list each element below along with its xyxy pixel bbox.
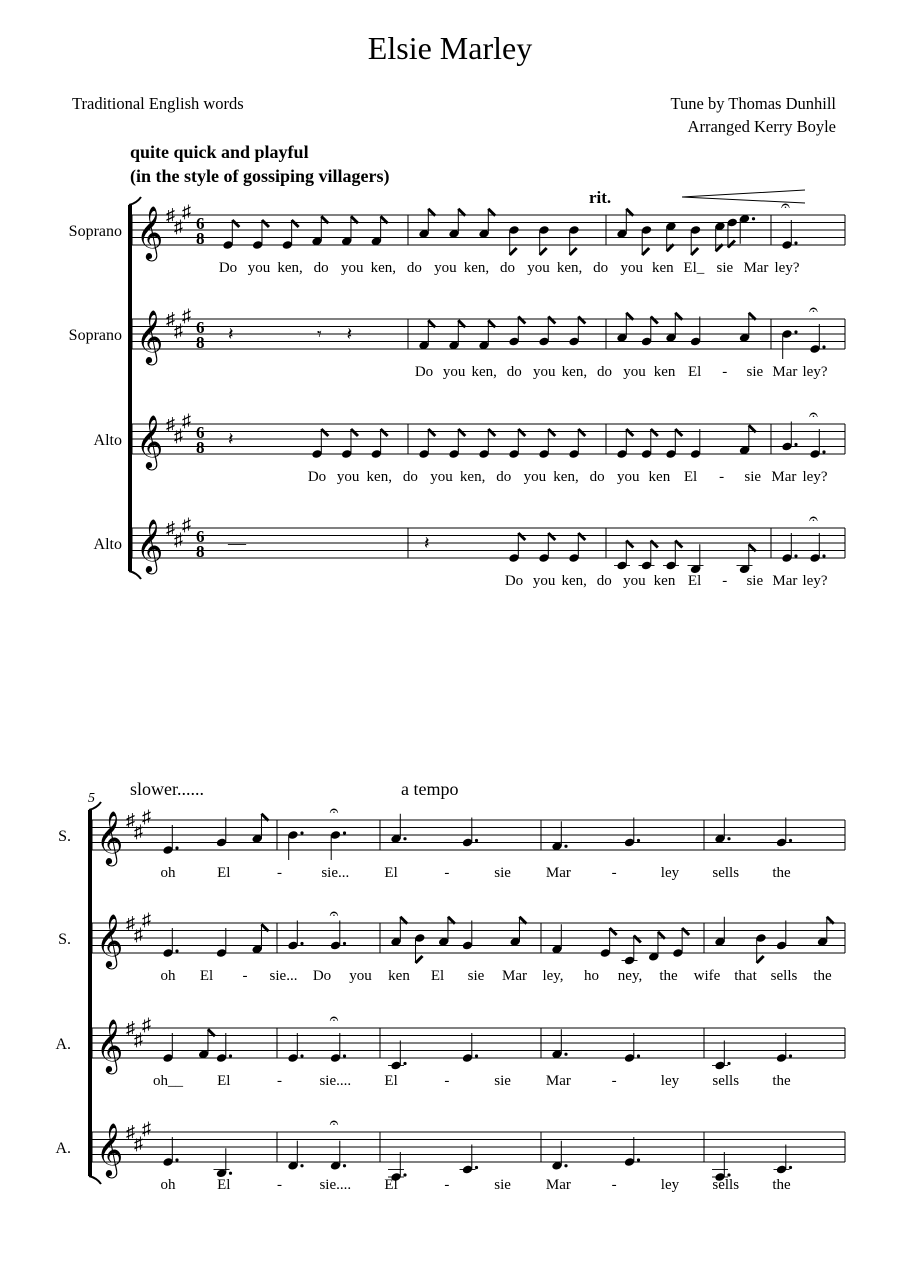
treble-clef: 𝄞 (96, 915, 124, 966)
lyric-syllable: you (336, 469, 360, 485)
bracket-bottom-hook (89, 1176, 101, 1184)
part-label: Soprano (68, 223, 122, 240)
lyric-syllable: ley (660, 1177, 680, 1193)
part-label: Alto (93, 536, 122, 553)
lyric-syllable: sie (494, 1177, 511, 1193)
lyric-syllable: do (506, 364, 522, 380)
augmentation-dot (475, 1054, 478, 1057)
treble-clef: 𝄞 (96, 812, 124, 863)
note-flag (428, 429, 435, 436)
treble-clef: 𝄞 (136, 311, 164, 362)
key-sharp: ♯ (174, 216, 183, 237)
lyric-syllable: El (384, 1177, 398, 1193)
key-sharp: ♯ (126, 810, 135, 830)
lyric-syllable: - (444, 865, 450, 881)
treble-clef: 𝄞 (136, 520, 164, 571)
lyric-syllable: - (277, 1177, 283, 1193)
note-flag (675, 541, 682, 548)
augmentation-dot (564, 845, 567, 848)
key-sharp: ♯ (182, 201, 191, 222)
augmentation-dot (789, 1166, 792, 1169)
time-signature-numerator: 6 (196, 214, 205, 233)
note-flag (292, 220, 299, 227)
lyric-syllable: sells (712, 1073, 740, 1089)
lyric-syllable: ley? (802, 469, 828, 485)
part-label: Alto (93, 432, 122, 449)
lyric-syllable: ley? (802, 364, 828, 380)
lyric-syllable: you (623, 573, 646, 589)
lyric-syllable: you (527, 260, 550, 276)
note-flag (610, 928, 617, 935)
ritardando-marking: rit. (589, 188, 612, 207)
lyric-syllable: ken (651, 260, 674, 276)
key-sharp: ♯ (126, 913, 135, 933)
key-sharp: ♯ (142, 1118, 151, 1139)
key-sharp: ♯ (142, 1014, 151, 1035)
lyric-syllable: Do (307, 469, 327, 485)
lyric-syllable: the (659, 968, 678, 984)
lyric-syllable: do (593, 260, 609, 276)
lyric-syllable: Mar (771, 469, 797, 485)
lyric-syllable: sie... (321, 865, 350, 881)
lyric-syllable: you (340, 260, 364, 276)
key-sharp: ♯ (142, 806, 151, 827)
lyric-syllable: the (813, 968, 832, 984)
lyricist-credit: Traditional English words (72, 94, 244, 113)
note-flag (510, 248, 517, 255)
key-sharp: ♯ (134, 1029, 143, 1050)
lyric-syllable: sie (716, 260, 734, 276)
fermata: 𝄐 (809, 407, 818, 424)
lyric-syllable: sie (467, 968, 485, 984)
treble-clef: 𝄞 (96, 1124, 124, 1175)
lyric-syllable: Do (504, 573, 524, 589)
augmentation-dot (789, 1054, 792, 1057)
lyric-syllable: you (349, 968, 372, 984)
fermata: 𝄐 (329, 1115, 339, 1132)
note-flag (651, 317, 658, 324)
note-flag (548, 317, 555, 324)
note-flag (675, 429, 682, 436)
augmentation-dot (300, 942, 303, 945)
note-flag (728, 241, 735, 248)
lyric-syllable: Mar (743, 260, 769, 276)
lyric-syllable: ken, (553, 469, 579, 485)
augmentation-dot (300, 1054, 303, 1057)
lyric-syllable: Do (312, 968, 332, 984)
fermata: 𝄐 (329, 803, 339, 820)
arranger-credit: Arranged Kerry Boyle (687, 117, 836, 136)
treble-clef: 𝄞 (136, 207, 164, 258)
key-sharp: ♯ (182, 305, 191, 326)
fermata: 𝄐 (329, 1011, 339, 1028)
staff (69, 302, 845, 380)
part-label: Soprano (68, 327, 122, 344)
augmentation-dot (229, 1054, 232, 1057)
augmentation-dot (794, 443, 797, 446)
treble-clef: 𝄞 (136, 416, 164, 467)
note-flag (458, 429, 465, 436)
treble-clef: 𝄞 (96, 1020, 124, 1071)
lyric-syllable: - (277, 865, 283, 881)
lyric-syllable: that (734, 968, 757, 984)
augmentation-dot (794, 241, 797, 244)
note-flag (518, 429, 525, 436)
augmentation-dot (822, 554, 825, 557)
part-label: S. (58, 828, 71, 845)
augmentation-dot (637, 839, 640, 842)
lyric-syllable: you (434, 260, 457, 276)
note-flag (518, 317, 525, 324)
note-flag (321, 429, 328, 436)
augmentation-dot (794, 330, 797, 333)
lyric-syllable: ken, (561, 364, 588, 380)
rest: 𝄽 (346, 324, 353, 344)
lyric-syllable: - (722, 573, 728, 589)
lyric-syllable: Mar (772, 573, 798, 589)
lyric-syllable: sells (712, 1177, 740, 1193)
lyric-syllable: Do (218, 260, 238, 276)
augmentation-dot (229, 1172, 232, 1175)
time-signature-numerator: 6 (196, 318, 205, 337)
lyric-syllable: sie (494, 1073, 511, 1089)
note-flag (381, 429, 388, 436)
time-signature-denominator: 8 (196, 333, 205, 352)
note-flag (578, 533, 585, 540)
lyric-syllable: the (772, 1177, 791, 1193)
fermata: 𝄐 (809, 511, 818, 528)
lyric-syllable: El (430, 968, 445, 984)
key-sharp: ♯ (174, 425, 183, 446)
part-label: A. (55, 1140, 71, 1157)
augmentation-dot (343, 831, 346, 834)
staff (69, 198, 845, 276)
rest: 𝄽 (424, 533, 430, 553)
rest: 𝄾 (317, 324, 322, 344)
lyric-syllable: do (589, 469, 605, 485)
lyric-syllable: El (683, 469, 698, 485)
lyric-syllable: you (532, 573, 556, 589)
augmentation-dot (822, 450, 825, 453)
lyric-syllable: ken, (459, 469, 486, 485)
note-flag (578, 317, 585, 324)
augmentation-dot (475, 839, 478, 842)
augmentation-dot (727, 837, 730, 840)
lyric-syllable: ken (648, 469, 671, 485)
lyric-syllable: do (313, 260, 329, 276)
note-flag (416, 956, 423, 963)
lyric-syllable: do (406, 260, 422, 276)
note-flag (232, 220, 239, 227)
lyric-syllable: El_ (683, 260, 705, 276)
key-sharp: ♯ (166, 205, 175, 225)
note-flag (757, 956, 764, 963)
key-sharp: ♯ (182, 514, 191, 535)
augmentation-dot (300, 1164, 303, 1167)
lyric-syllable: - (611, 1177, 617, 1193)
note-flag (626, 541, 633, 548)
augmentation-dot (175, 1158, 178, 1161)
lyric-syllable: you (617, 469, 640, 485)
augmentation-dot (343, 1054, 346, 1057)
lyric-syllable: Mar (772, 364, 798, 380)
measure-number: 5 (88, 791, 95, 806)
lyric-syllable: sie... (269, 968, 298, 984)
note-flag (518, 533, 525, 540)
lyric-syllable: you (620, 260, 643, 276)
bracket-top-hook (129, 197, 141, 205)
augmentation-dot (175, 949, 178, 952)
lyric-syllable: ley? (774, 260, 800, 276)
staff (58, 906, 845, 984)
rest: 𝄽 (228, 324, 234, 344)
lyric-syllable: sie.... (319, 1073, 352, 1089)
slower-marking: slower...... (130, 779, 204, 799)
key-sharp: ♯ (126, 1122, 135, 1142)
note-flag (634, 936, 641, 943)
key-sharp: ♯ (142, 909, 151, 930)
staff (94, 407, 845, 485)
lyric-syllable: you (533, 364, 556, 380)
key-sharp: ♯ (166, 518, 175, 538)
augmentation-dot (475, 1166, 478, 1169)
lyric-syllable: ley? (802, 573, 828, 589)
lyric-syllable: ley (660, 865, 680, 881)
lyric-syllable: ley (660, 1073, 680, 1089)
lyric-syllable: you (430, 469, 453, 485)
lyric-syllable: El (687, 573, 702, 589)
augmentation-dot (637, 1158, 640, 1161)
note-flag (626, 429, 633, 436)
lyric-syllable: ken, (463, 260, 490, 276)
lyric-syllable: - (719, 469, 725, 485)
lyric-syllable: ken, (561, 573, 587, 589)
lyric-syllable: - (277, 1073, 283, 1089)
lyric-syllable: ho (584, 968, 599, 984)
lyric-syllable: ken, (370, 260, 396, 276)
lyric-syllable: you (523, 469, 547, 485)
augmentation-dot (637, 1054, 640, 1057)
lyric-syllable: you (623, 364, 646, 380)
lyric-syllable: Do (414, 364, 434, 380)
lyric-syllable: oh (160, 968, 176, 984)
augmentation-dot (794, 554, 797, 557)
lyric-syllable: Mar (545, 1177, 571, 1193)
lyric-syllable: sie (746, 364, 764, 380)
lyric-syllable: - (722, 364, 728, 380)
lyric-syllable: the (772, 865, 791, 881)
augmentation-dot (403, 1062, 406, 1065)
lyric-syllable: sie.... (319, 1177, 352, 1193)
key-sharp: ♯ (134, 1133, 143, 1154)
lyric-syllable: Mar (545, 865, 571, 881)
staff (55, 1115, 845, 1193)
key-sharp: ♯ (134, 924, 143, 945)
lyric-syllable: you (442, 364, 466, 380)
fermata: 𝄐 (809, 302, 818, 319)
bracket-bottom-hook (129, 571, 141, 579)
time-signature-denominator: 8 (196, 438, 205, 457)
note-flag (691, 248, 698, 255)
lyric-syllable: oh (160, 1177, 176, 1193)
augmentation-dot (564, 1164, 567, 1167)
lyric-syllable: do (402, 469, 418, 485)
note-flag (351, 429, 358, 436)
lyric-syllable: El (384, 1073, 398, 1089)
lyric-syllable: the (772, 1073, 791, 1089)
key-sharp: ♯ (166, 309, 175, 329)
lyric-syllable: Mar (545, 1073, 571, 1089)
lyric-syllable: oh (160, 865, 176, 881)
augmentation-dot (822, 345, 825, 348)
part-label: S. (58, 931, 71, 948)
note-flag (540, 248, 547, 255)
lyric-syllable: do (596, 573, 612, 589)
staff (55, 1011, 845, 1089)
lyric-syllable: El (217, 1177, 231, 1193)
fermata: 𝄐 (781, 198, 790, 215)
lyric-syllable: do (500, 260, 515, 276)
lyric-syllable: ney, (617, 968, 643, 984)
note-flag (570, 248, 577, 255)
lyric-syllable: do (596, 364, 612, 380)
lyric-syllable: ken (388, 968, 410, 984)
note-flag (548, 533, 555, 540)
note-flag (548, 429, 555, 436)
tempo-marking-subtitle: (in the style of gossiping villagers) (130, 166, 390, 186)
staff (94, 511, 845, 589)
lyric-syllable: sie (746, 573, 764, 589)
augmentation-dot (343, 1164, 346, 1167)
rest: — (228, 533, 246, 553)
note-flag (262, 220, 269, 227)
key-sharp: ♯ (174, 320, 183, 341)
lyric-syllable: ken, (277, 260, 303, 276)
note-flag (578, 429, 585, 436)
lyric-syllable: El (384, 865, 398, 881)
lyric-syllable: El (688, 364, 702, 380)
lyric-syllable: ken, (471, 364, 497, 380)
lyric-syllable: El (199, 968, 214, 984)
lyric-syllable: - (242, 968, 248, 984)
augmentation-dot (789, 839, 792, 842)
augmentation-dot (175, 846, 178, 849)
time-signature-numerator: 6 (196, 423, 205, 442)
time-signature-denominator: 8 (196, 542, 205, 561)
lyric-syllable: you (247, 260, 271, 276)
lyric-syllable: - (444, 1177, 450, 1193)
key-sharp: ♯ (174, 529, 183, 550)
time-signature-numerator: 6 (196, 527, 205, 546)
lyric-syllable: ken (653, 573, 676, 589)
lyric-syllable: sie (744, 469, 762, 485)
lyric-syllable: El (217, 1073, 231, 1089)
lyric-syllable: ley, (542, 968, 564, 984)
piece-title: Elsie Marley (367, 30, 533, 66)
key-sharp: ♯ (134, 821, 143, 842)
lyric-syllable: ken, (556, 260, 583, 276)
tempo-marking: quite quick and playful (130, 142, 309, 162)
fermata: 𝄐 (329, 906, 339, 923)
augmentation-dot (300, 831, 303, 834)
augmentation-dot (343, 942, 346, 945)
key-sharp: ♯ (166, 414, 175, 434)
lyric-syllable: - (611, 865, 617, 881)
lyric-syllable: - (611, 1073, 617, 1089)
lyric-syllable: oh__ (153, 1073, 183, 1089)
lyric-syllable: sie (494, 865, 511, 881)
lyric-syllable: sells (712, 865, 740, 881)
note-flag (651, 429, 658, 436)
rest: 𝄽 (228, 429, 234, 449)
lyric-syllable: do (496, 469, 512, 485)
note-flag (488, 429, 495, 436)
part-label: A. (55, 1036, 71, 1053)
augmentation-dot (564, 1053, 567, 1056)
key-sharp: ♯ (126, 1018, 135, 1038)
note-flag (651, 541, 658, 548)
augmentation-dot (403, 1173, 406, 1176)
lyric-syllable: Mar (502, 968, 527, 984)
time-signature-denominator: 8 (196, 229, 205, 248)
a-tempo-marking: a tempo (401, 779, 459, 799)
augmentation-dot (727, 1062, 730, 1065)
note-flag (682, 928, 689, 935)
augmentation-dot (403, 837, 406, 840)
composer-credit: Tune by Thomas Dunhill (670, 94, 836, 113)
lyric-syllable: sells (770, 968, 798, 984)
lyric-syllable: El (217, 865, 231, 881)
note-flag (642, 248, 649, 255)
augmentation-dot (752, 217, 755, 220)
staff (58, 803, 845, 881)
lyric-syllable: ken (653, 364, 676, 380)
lyric-syllable: ken, (366, 469, 392, 485)
lyric-syllable: wife (693, 968, 721, 984)
key-sharp: ♯ (182, 410, 191, 431)
lyric-syllable: - (444, 1073, 450, 1089)
